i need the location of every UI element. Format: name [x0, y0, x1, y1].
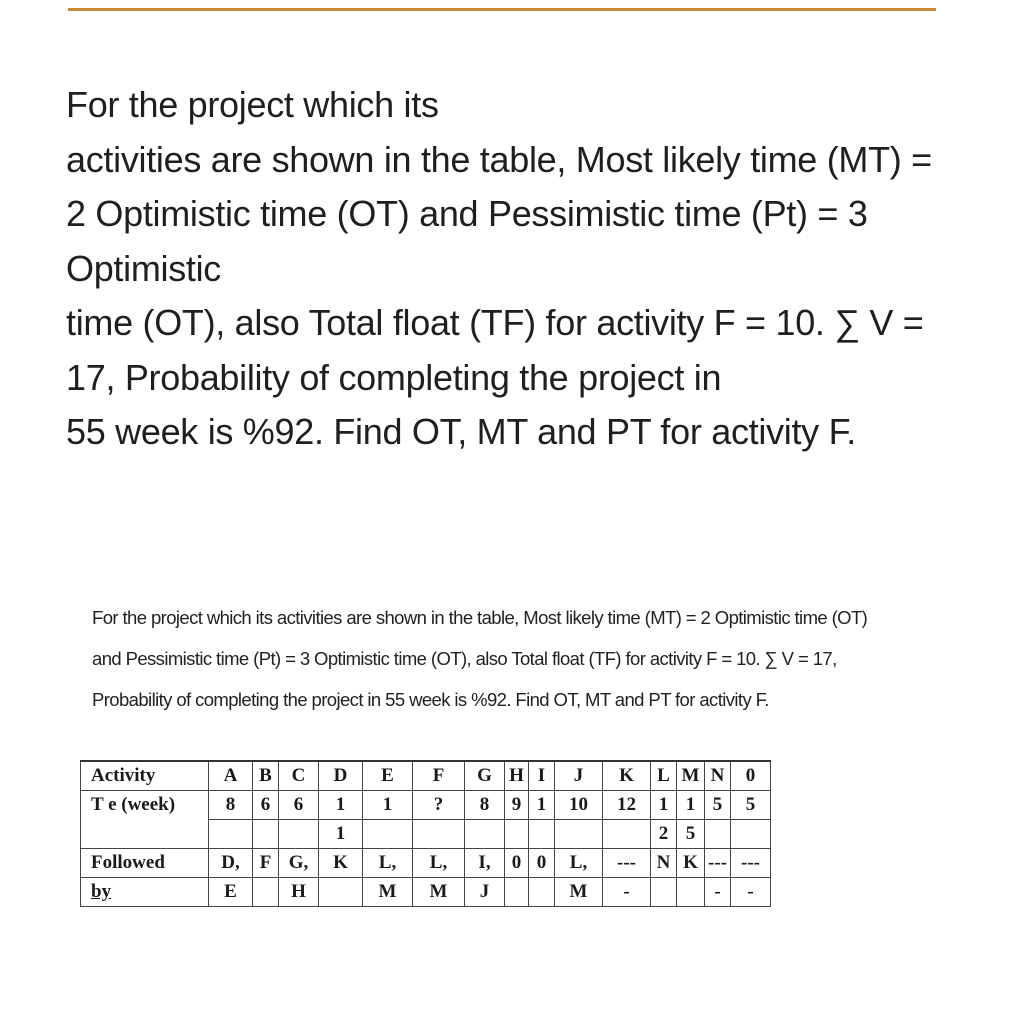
activity-cell: D	[319, 761, 363, 791]
question-image-line: and Pessimistic time (Pt) = 3 Optimistic time (OT), also Total float (TF) for activity F = 10. ∑ V = 17,	[92, 648, 837, 669]
te-cell: 1	[529, 791, 555, 820]
activity-cell: B	[253, 761, 279, 791]
activity-cell: J	[555, 761, 603, 791]
te-header: T e (week)	[81, 791, 209, 849]
activity-cell: A	[209, 761, 253, 791]
followed-cell: N	[651, 849, 677, 878]
followed-cell: M	[413, 878, 465, 907]
te-cell	[603, 820, 651, 849]
te-cell	[505, 820, 529, 849]
te-cell	[253, 820, 279, 849]
te-cell	[209, 820, 253, 849]
activity-cell: M	[677, 761, 705, 791]
followed-cell	[529, 878, 555, 907]
followed-cell	[253, 878, 279, 907]
question-text-large	[66, 78, 946, 460]
te-cell	[413, 820, 465, 849]
te-cell: 5	[677, 820, 705, 849]
followed-cell: 0	[529, 849, 555, 878]
activity-row	[81, 761, 771, 791]
activity-cell: G	[465, 761, 505, 791]
activity-table	[80, 760, 771, 907]
te-cell: 5	[731, 791, 771, 820]
activity-cell: 0	[731, 761, 771, 791]
followed-cell: ---	[731, 849, 771, 878]
activity-cell: N	[705, 761, 731, 791]
followed-cell: -	[705, 878, 731, 907]
followed-cell	[505, 878, 529, 907]
followed-cell: L,	[363, 849, 413, 878]
question-text-image	[92, 597, 922, 720]
followed-cell: H	[279, 878, 319, 907]
te-cell	[705, 820, 731, 849]
followed-row	[81, 849, 771, 878]
te-cell: 1	[319, 791, 363, 820]
followed-cell	[651, 878, 677, 907]
te-cell	[279, 820, 319, 849]
te-cell: 8	[465, 791, 505, 820]
activity-cell: E	[363, 761, 413, 791]
followed-cell: J	[465, 878, 505, 907]
activity-cell: I	[529, 761, 555, 791]
te-cell	[555, 820, 603, 849]
te-cell: 1	[319, 820, 363, 849]
te-cell: 1	[677, 791, 705, 820]
activity-cell: L	[651, 761, 677, 791]
followed-cell: ---	[603, 849, 651, 878]
followed-cell: -	[731, 878, 771, 907]
te-cell: 1	[363, 791, 413, 820]
top-divider	[68, 8, 936, 11]
followed-cell: G,	[279, 849, 319, 878]
followed-header-by: by	[81, 878, 209, 907]
followed-cell: ---	[705, 849, 731, 878]
te-cell: 5	[705, 791, 731, 820]
te-row	[81, 791, 771, 820]
te-cell: 10	[555, 791, 603, 820]
question-line: Optimistic	[66, 247, 222, 289]
followed-cell: K	[319, 849, 363, 878]
question-image-line: Probability of completing the project in 55 week is %92. Find OT, MT and PT for activity F.	[92, 689, 769, 710]
followed-cell: F	[253, 849, 279, 878]
question-line: 2 Optimistic time (OT) and Pessimistic time (Pt) = 3	[66, 193, 868, 234]
question-line: 17, Probability of completing the project in	[66, 356, 722, 398]
te-cell	[529, 820, 555, 849]
te-cell: ?	[413, 791, 465, 820]
followed-cell: M	[363, 878, 413, 907]
te-cell: 6	[253, 791, 279, 820]
followed-cell: I,	[465, 849, 505, 878]
followed-cell	[319, 878, 363, 907]
te-cell	[731, 820, 771, 849]
followed-row-continued	[81, 878, 771, 907]
te-cell: 6	[279, 791, 319, 820]
followed-cell: K	[677, 849, 705, 878]
te-cell	[363, 820, 413, 849]
followed-cell: M	[555, 878, 603, 907]
followed-cell: 0	[505, 849, 529, 878]
activity-cell: C	[279, 761, 319, 791]
question-line: activities are shown in the table, Most likely time (MT) =	[66, 138, 932, 180]
followed-cell: L,	[413, 849, 465, 878]
followed-header: Followed	[81, 849, 209, 878]
followed-cell	[677, 878, 705, 907]
te-cell: 9	[505, 791, 529, 820]
te-cell	[465, 820, 505, 849]
activity-cell: K	[603, 761, 651, 791]
te-cell: 1	[651, 791, 677, 820]
followed-cell: -	[603, 878, 651, 907]
te-cell: 8	[209, 791, 253, 820]
activity-header: Activity	[81, 761, 209, 791]
activity-cell: H	[505, 761, 529, 791]
question-line: 55 week is %92. Find OT, MT and PT for activity F.	[66, 411, 856, 452]
te-cell: 2	[651, 820, 677, 849]
followed-cell: D,	[209, 849, 253, 878]
followed-cell: L,	[555, 849, 603, 878]
question-line: time (OT), also Total float (TF) for activity F = 10. ∑ V =	[66, 302, 924, 343]
followed-cell: E	[209, 878, 253, 907]
activity-cell: F	[413, 761, 465, 791]
question-line: For the project which its	[66, 84, 439, 125]
question-image-line: For the project which its activities are shown in the table, Most likely time (MT) = 2 Optimistic time (OT)	[92, 607, 868, 628]
te-cell: 12	[603, 791, 651, 820]
